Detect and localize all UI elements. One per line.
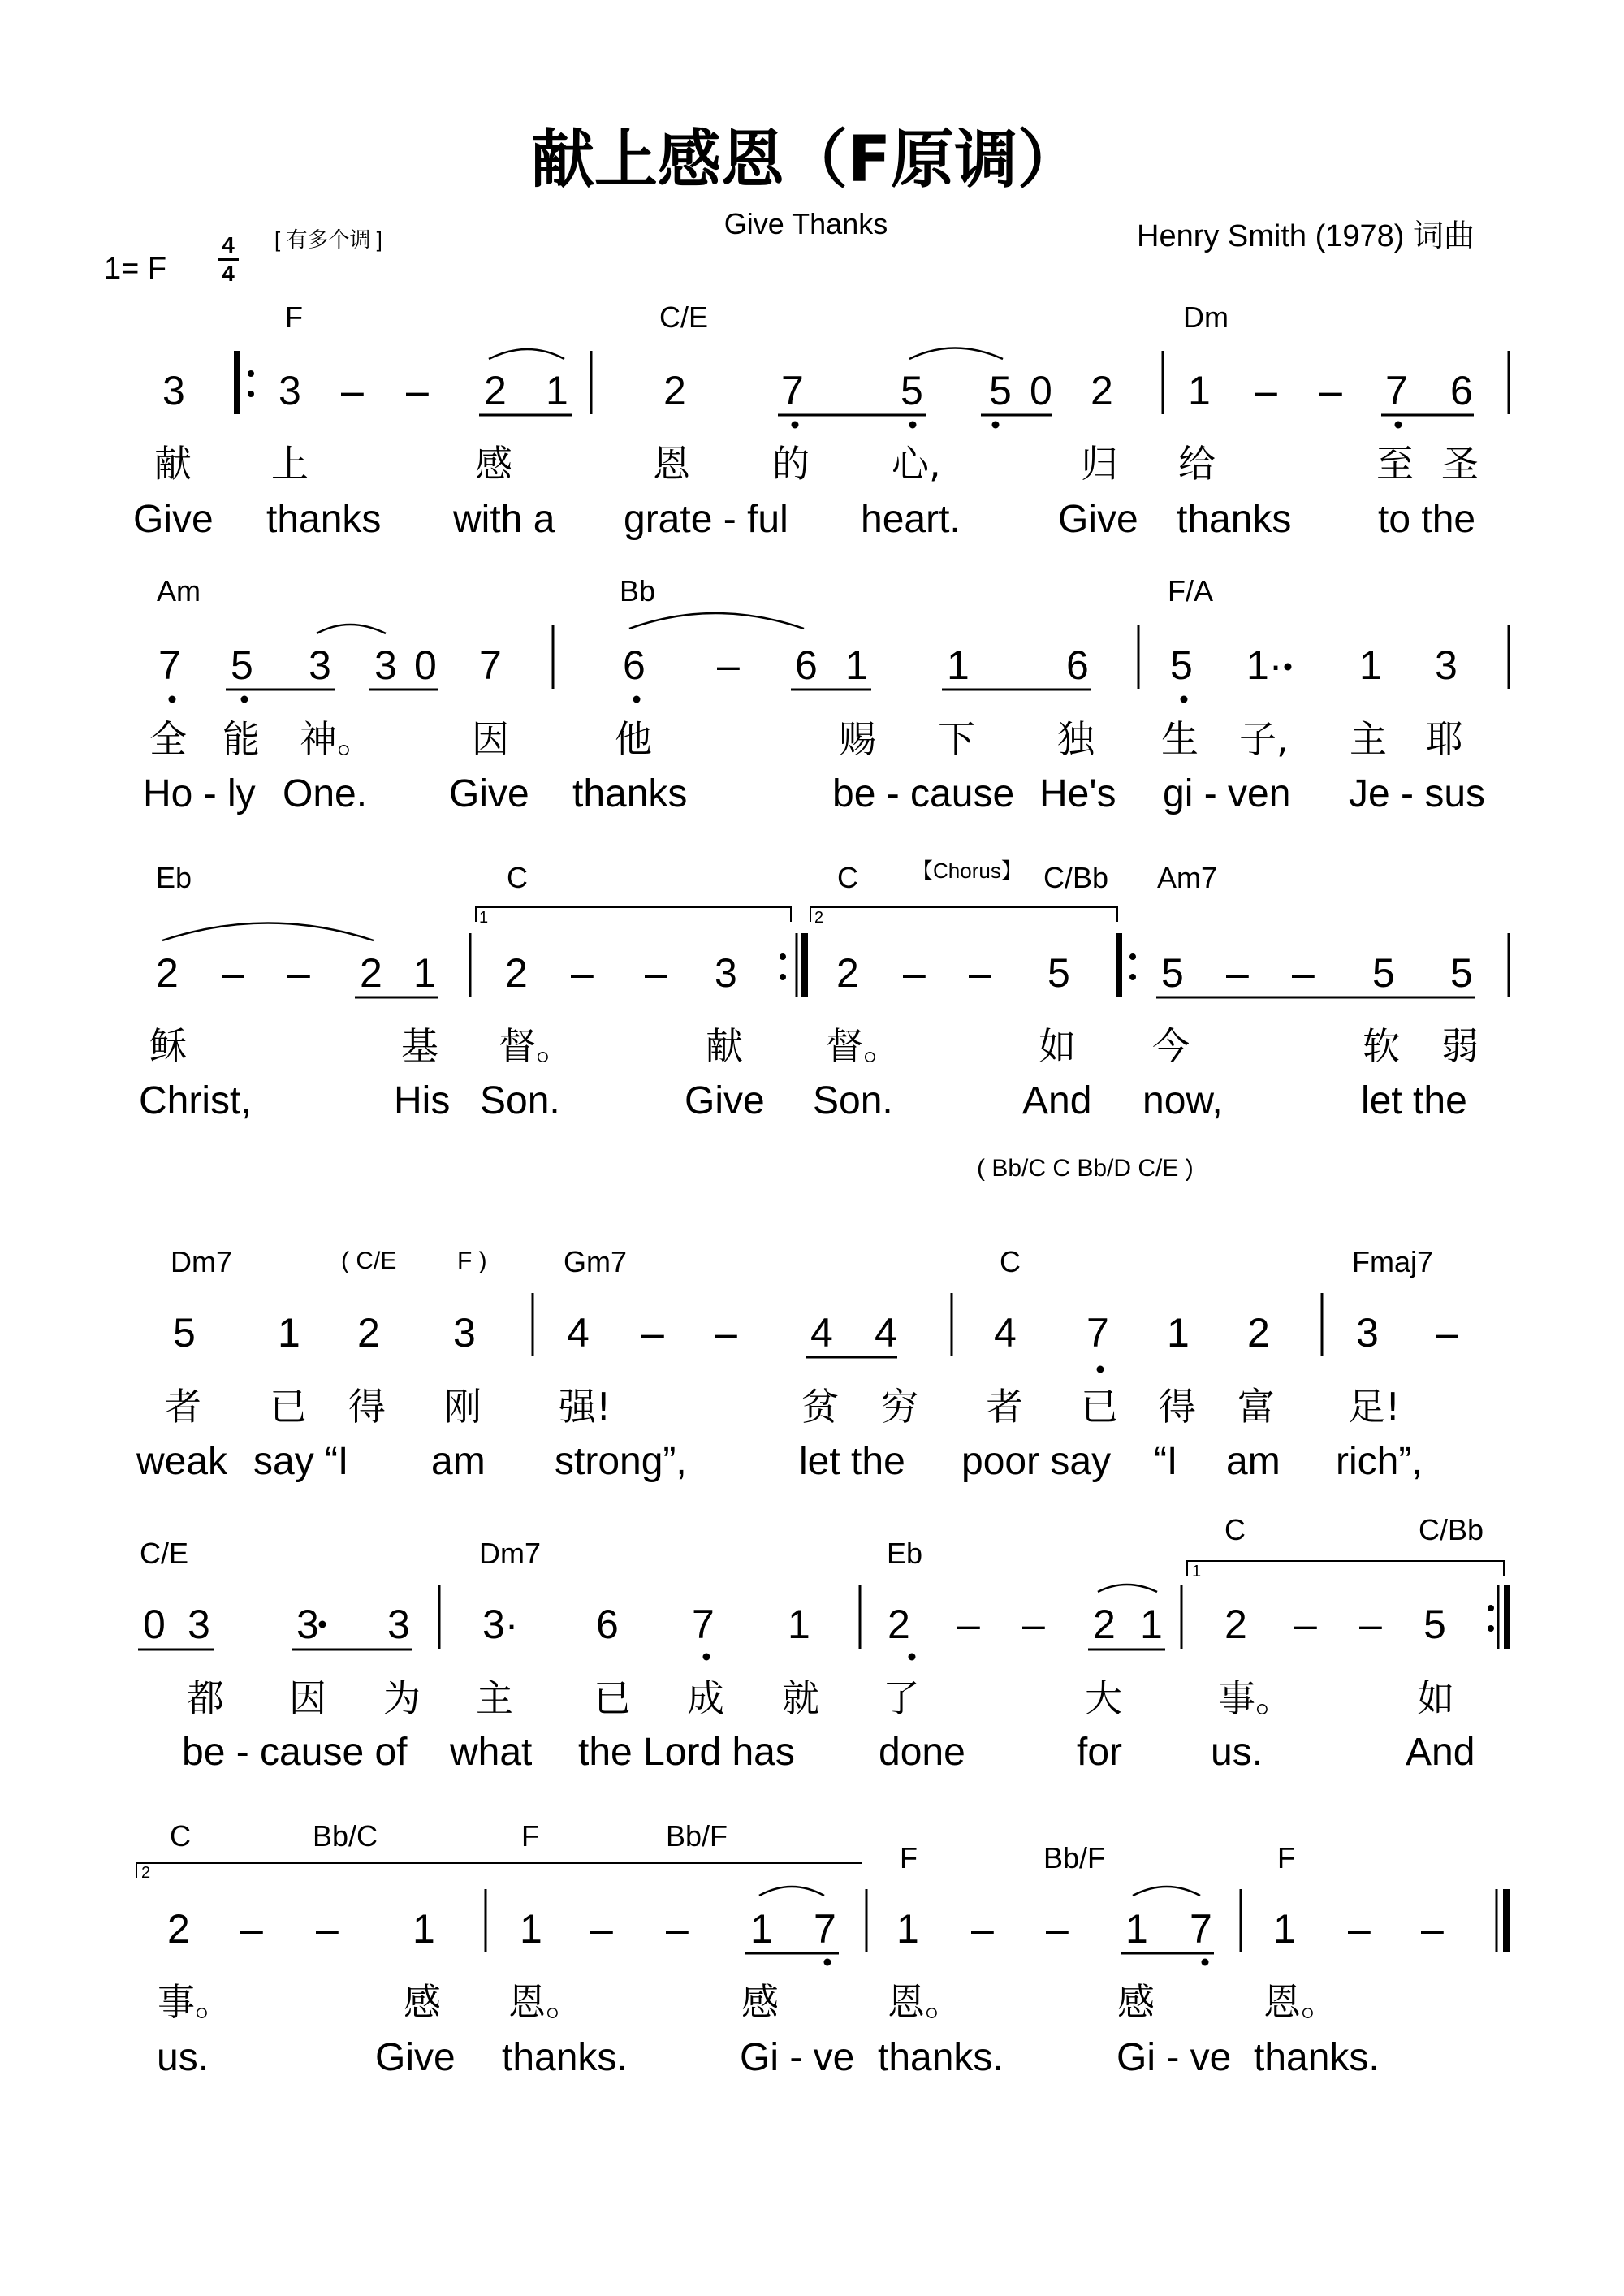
note: 2: [663, 368, 686, 413]
volta-number: 1: [479, 909, 489, 927]
lyric-zh: 都: [187, 1676, 224, 1720]
chord: Bb/F: [666, 1819, 728, 1853]
note: 1: [845, 642, 868, 688]
lyric-zh: 已: [1081, 1385, 1118, 1429]
note: 1·: [1246, 642, 1283, 688]
chord: Eb: [887, 1537, 923, 1570]
lyric-en: us.: [1211, 1731, 1263, 1774]
lyric-zh: 恩。: [1263, 1980, 1338, 2024]
lyric-zh: 献: [154, 442, 192, 486]
note: –: [341, 368, 364, 413]
lyric-en: what: [450, 1731, 533, 1774]
volta-number: 2: [814, 909, 824, 927]
note: 1: [1359, 642, 1382, 688]
note: 5: [1161, 950, 1184, 996]
lyric-zh: 富: [1237, 1385, 1275, 1429]
note: 2: [167, 1906, 190, 1952]
note: 3: [309, 642, 331, 688]
lyric-zh: 心,: [892, 442, 941, 486]
lyric-en: Gi - ve: [740, 2036, 855, 2079]
lyric-zh: 基: [401, 1024, 438, 1068]
lyric-en: Give: [375, 2036, 456, 2079]
lyric-en: for: [1077, 1731, 1123, 1774]
lyric-en: And: [1406, 1731, 1475, 1774]
note: 2: [505, 950, 528, 996]
chord: C/Bb: [1043, 861, 1109, 894]
bar-lines: [237, 351, 1509, 1952]
lyric-zh: 穷: [881, 1385, 918, 1429]
chord: F: [900, 1841, 918, 1874]
lyric-en: Son.: [813, 1079, 893, 1122]
note: 0: [414, 642, 437, 688]
note: 1: [1188, 368, 1211, 413]
lyric-zh: 给: [1178, 442, 1216, 486]
lyric-en: strong”,: [555, 1440, 687, 1483]
lyric-zh: 软: [1363, 1024, 1400, 1068]
note: 2: [1093, 1602, 1116, 1647]
note: 2: [1247, 1310, 1270, 1356]
chord: C/E: [659, 301, 709, 334]
note: –: [717, 642, 740, 688]
lyric-zh: 恩。: [888, 1980, 962, 2024]
note: –: [1421, 1906, 1444, 1952]
lyric-zh: 献: [706, 1024, 743, 1068]
lyric-zh: 下: [938, 717, 975, 761]
lyric-zh: 归: [1081, 442, 1118, 486]
lyric-zh: 刚: [444, 1385, 482, 1429]
note: 2: [357, 1310, 380, 1356]
note: –: [222, 950, 244, 996]
lyric-zh: 大: [1085, 1676, 1122, 1720]
note: 5: [1450, 950, 1473, 996]
note: 2: [360, 950, 382, 996]
note: 3: [387, 1602, 410, 1647]
note: –: [1022, 1602, 1045, 1647]
lyric-en: with a: [453, 498, 555, 541]
keys-note: [ 有多个调 ]: [274, 227, 382, 252]
note: –: [1348, 1906, 1371, 1952]
lyric-en: be - cause of: [182, 1731, 408, 1774]
lyric-zh: 事。: [1218, 1676, 1293, 1720]
volta-brackets: [136, 907, 1504, 1878]
lyric-zh: 督。: [826, 1024, 901, 1068]
note: 7: [158, 642, 181, 688]
note: 5: [901, 368, 923, 413]
lyric-zh: 感: [404, 1980, 441, 2024]
lyric-zh: 已: [270, 1385, 307, 1429]
note: 7: [479, 642, 502, 688]
note: –: [1294, 1602, 1317, 1647]
note: 0: [143, 1602, 166, 1647]
note: 1: [896, 1906, 919, 1952]
chord: C: [170, 1819, 191, 1853]
chord: F: [285, 301, 303, 334]
chord: Gm7: [564, 1245, 628, 1278]
lyric-en: thanks.: [1254, 2036, 1380, 2079]
lyric-en: done: [879, 1731, 965, 1774]
note: 7: [814, 1906, 836, 1952]
time-signature-bottom: 4: [222, 261, 235, 286]
note: 5: [173, 1310, 196, 1356]
lyric-en: say “I: [253, 1440, 349, 1483]
lyric-zh: 耶: [1426, 717, 1463, 761]
chorus-label: 【Chorus】: [912, 858, 1022, 883]
chord: F: [521, 1819, 539, 1853]
note: 5: [1047, 950, 1070, 996]
lyric-en: be - cause: [832, 772, 1015, 815]
note: 2: [1224, 1602, 1247, 1647]
note: 6: [1066, 642, 1089, 688]
lyric-zh: 事。: [158, 1980, 232, 2024]
note: –: [240, 1906, 263, 1952]
chord: C: [1224, 1513, 1246, 1546]
page-subtitle: Give Thanks: [723, 207, 888, 240]
volta-number: 2: [141, 1864, 151, 1882]
note: 2: [888, 1602, 910, 1647]
chord: Dm7: [479, 1537, 542, 1570]
note: 4: [567, 1310, 590, 1356]
volta-number: 1: [1192, 1563, 1202, 1580]
note: 5: [1423, 1602, 1446, 1647]
lyric-en: Je - sus: [1349, 772, 1486, 815]
lyric-en: let the: [1361, 1079, 1467, 1122]
lyric-en: gi - ven: [1163, 772, 1291, 815]
note: –: [645, 950, 667, 996]
lyric-en: And: [1022, 1079, 1092, 1122]
lyric-zh: 因: [472, 717, 509, 761]
time-signature-top: 4: [222, 232, 235, 257]
note: –: [1359, 1602, 1382, 1647]
note: 2: [156, 950, 179, 996]
lyric-en: to the: [1378, 498, 1476, 541]
lyric-zh: 主: [476, 1676, 513, 1720]
note: 0: [1030, 368, 1052, 413]
note: 1: [788, 1602, 810, 1647]
lyric-en: us.: [157, 2036, 209, 2079]
chord: F/A: [1168, 574, 1214, 608]
lyric-en: He's: [1039, 772, 1116, 815]
lyric-zh: 已: [594, 1676, 631, 1720]
lyric-en: “I: [1154, 1440, 1178, 1483]
chord: Fmaj7: [1352, 1245, 1434, 1278]
octave-dots: [169, 422, 1402, 1966]
note: 1: [413, 950, 436, 996]
lyric-zh: 弱: [1441, 1024, 1479, 1068]
note: 1: [520, 1906, 542, 1952]
lyric-zh: 感: [1117, 1980, 1155, 2024]
lyric-en: thanks: [266, 498, 382, 541]
note: 7: [1190, 1906, 1212, 1952]
chord: Am7: [1157, 861, 1218, 894]
lyric-zh: 神。: [300, 717, 374, 761]
chord: Dm7: [171, 1245, 233, 1278]
lyric-en: Give: [133, 498, 214, 541]
lyric-zh: 足!: [1348, 1385, 1401, 1429]
lyric-zh: 至: [1376, 442, 1414, 486]
chord: Bb: [620, 574, 656, 608]
note: –: [1046, 1906, 1069, 1952]
note: 1: [750, 1906, 773, 1952]
note: –: [969, 950, 991, 996]
lyric-zh: 今: [1152, 1024, 1190, 1068]
lyric-zh: 了: [883, 1676, 920, 1720]
lyric-en: let the: [799, 1440, 905, 1483]
note: 3·: [482, 1602, 519, 1647]
lyric-en: now,: [1142, 1079, 1223, 1122]
note: 6: [1450, 368, 1473, 413]
lyric-en: am: [1226, 1440, 1281, 1483]
note: –: [1292, 950, 1315, 996]
lyric-zh: 恩: [653, 442, 690, 486]
lyric-en: Son.: [480, 1079, 560, 1122]
note: 1: [546, 368, 568, 413]
note: –: [641, 1310, 664, 1356]
lyric-zh: 独: [1057, 717, 1095, 761]
lyric-zh: 恩。: [508, 1980, 583, 2024]
key-signature: 1= F: [104, 252, 167, 286]
lyric-zh: 主: [1350, 717, 1387, 761]
lyric-zh: 生: [1161, 717, 1199, 761]
lyric-en: thanks: [572, 772, 688, 815]
lyric-zh: 者: [164, 1385, 201, 1429]
note: –: [957, 1602, 980, 1647]
note: 4: [810, 1310, 833, 1356]
chord: C: [507, 861, 528, 894]
note: 5: [1170, 642, 1193, 688]
lyric-zh: 上: [271, 442, 309, 486]
chord: C/Bb: [1419, 1513, 1484, 1546]
note: 6: [596, 1602, 619, 1647]
note: 1: [1167, 1310, 1190, 1356]
note: 3: [453, 1310, 476, 1356]
chord: C/E: [140, 1537, 189, 1570]
note: 4: [875, 1310, 897, 1356]
note: 3: [374, 642, 397, 688]
note: 2: [836, 950, 859, 996]
lyric-en: thanks: [1177, 498, 1292, 541]
note: –: [287, 950, 310, 996]
note: –: [1436, 1310, 1458, 1356]
lyric-zh: 如: [1039, 1024, 1076, 1068]
lyric-zh: 赐: [839, 717, 876, 761]
note: –: [971, 1906, 994, 1952]
note: 1: [1140, 1602, 1163, 1647]
chord: Bb/C: [313, 1819, 378, 1853]
note: 3: [1435, 642, 1458, 688]
chord: C: [1000, 1245, 1021, 1278]
lyric-zh: 为: [383, 1676, 421, 1720]
note: –: [903, 950, 926, 996]
lyric-en: thanks.: [502, 2036, 628, 2079]
lyric-zh: 的: [772, 442, 810, 486]
lyric-en: Give: [1058, 498, 1138, 541]
chord: F ): [457, 1247, 487, 1274]
alternate-chords: ( Bb/C C Bb/D C/E ): [977, 1155, 1194, 1182]
lyric-zh: 因: [289, 1676, 326, 1720]
note: 3: [296, 1602, 319, 1647]
lyric-en: Ho - ly: [143, 772, 256, 815]
lyric-en: thanks.: [878, 2036, 1004, 2079]
lyric-en: the Lord has: [578, 1731, 795, 1774]
note: 3: [279, 368, 301, 413]
lyric-zh: 强!: [559, 1385, 611, 1429]
note: 3: [715, 950, 737, 996]
lyric-zh: 得: [1159, 1385, 1196, 1429]
note: 1: [947, 642, 970, 688]
note: 6: [795, 642, 818, 688]
lyric-en: poor say: [961, 1440, 1112, 1483]
note: 1: [1125, 1906, 1148, 1952]
beams: [138, 415, 1475, 1953]
lyric-zh: 感: [475, 442, 512, 486]
note: 3: [188, 1602, 210, 1647]
note: –: [715, 1310, 737, 1356]
lyric-en: One.: [283, 772, 368, 815]
slurs-ties: [162, 348, 1200, 1896]
note: 1: [1273, 1906, 1296, 1952]
note: 2: [484, 368, 507, 413]
note: –: [1320, 368, 1342, 413]
repeat-dots: [248, 370, 1494, 1632]
note: 7: [1086, 1310, 1109, 1356]
lyric-zh: 就: [782, 1676, 819, 1720]
lyric-en: rich”,: [1336, 1440, 1423, 1483]
note: 4: [994, 1310, 1017, 1356]
lyric-zh: 者: [986, 1385, 1023, 1429]
lyric-zh: 能: [222, 717, 260, 761]
lyric-en: grate - ful: [624, 498, 788, 541]
chord: C: [837, 861, 858, 894]
lyric-zh: 子,: [1239, 717, 1289, 761]
lyric-en: am: [431, 1440, 486, 1483]
note: –: [1226, 950, 1249, 996]
note: –: [571, 950, 594, 996]
chord: ( C/E: [341, 1247, 397, 1274]
lyric-zh: 督。: [499, 1024, 573, 1068]
lyric-en: Give: [685, 1079, 765, 1122]
lyric-en: weak: [136, 1440, 228, 1483]
lyric-en: heart.: [861, 498, 961, 541]
note: 5: [231, 642, 253, 688]
lyric-zh: 如: [1417, 1676, 1454, 1720]
note: –: [590, 1906, 613, 1952]
lyric-zh: 成: [687, 1676, 724, 1720]
note: 5: [1372, 950, 1395, 996]
lyric-zh: 全: [149, 717, 187, 761]
note: 2: [1091, 368, 1113, 413]
note: –: [316, 1906, 339, 1952]
lyric-en: His: [394, 1079, 451, 1122]
note: 5: [989, 368, 1012, 413]
note: 1: [412, 1906, 435, 1952]
lyric-zh: 圣: [1441, 442, 1479, 486]
lyric-zh: 感: [741, 1980, 779, 2024]
lyric-zh: 得: [348, 1385, 386, 1429]
chord: F: [1277, 1841, 1295, 1874]
lyric-zh: 他: [615, 717, 652, 761]
note: 7: [1385, 368, 1408, 413]
chord: Bb/F: [1043, 1841, 1106, 1874]
note: 3: [162, 368, 185, 413]
page-title: 献上感恩（F原调）: [530, 123, 1082, 197]
lyric-en: Gi - ve: [1116, 2036, 1232, 2079]
note: –: [406, 368, 429, 413]
author-credit: Henry Smith (1978) 词曲: [1137, 219, 1475, 253]
lyric-en: Christ,: [139, 1079, 252, 1122]
lyric-zh: 贫: [801, 1385, 839, 1429]
chord: Am: [157, 574, 201, 608]
note: –: [1255, 368, 1277, 413]
note: 7: [692, 1602, 715, 1647]
note: 6: [623, 642, 646, 688]
note: 1: [278, 1310, 300, 1356]
note: 3: [1356, 1310, 1379, 1356]
lyric-zh: 稣: [149, 1024, 187, 1068]
note: 7: [781, 368, 804, 413]
chord: Dm: [1183, 301, 1229, 334]
chord: Eb: [156, 861, 192, 894]
lyric-en: Give: [449, 772, 529, 815]
note: –: [666, 1906, 689, 1952]
